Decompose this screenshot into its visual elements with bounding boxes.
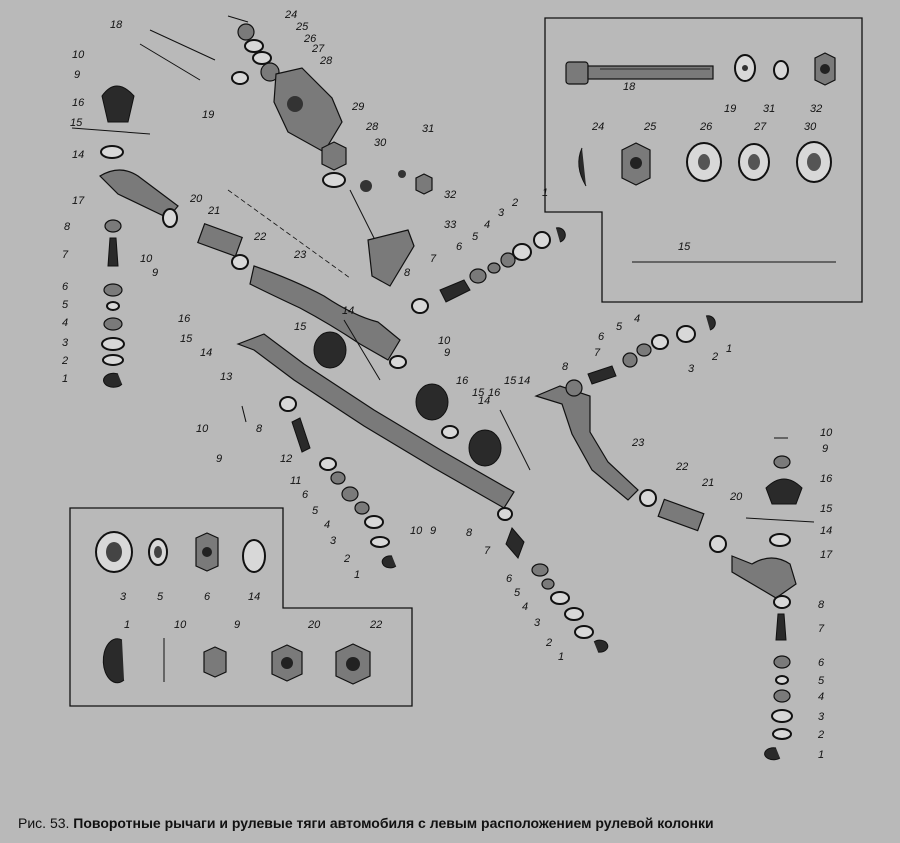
label: 15 (70, 117, 83, 129)
label: 8 (818, 599, 825, 611)
label: 27 (754, 121, 767, 133)
label: 6 (506, 573, 513, 585)
label: 5 (157, 591, 164, 603)
label: 9 (152, 267, 159, 279)
label: 4 (324, 519, 331, 531)
label: 1 (818, 749, 825, 761)
label: 21 (702, 477, 715, 489)
label: 10 (410, 525, 423, 537)
caption-prefix: Рис. 53. (18, 815, 70, 831)
label: 9 (444, 347, 451, 359)
label: 32 (810, 103, 823, 115)
label: 15 (294, 321, 307, 333)
label: 15 (678, 241, 691, 253)
label: 22 (254, 231, 267, 243)
label: 6 (598, 331, 605, 343)
label: 15 (180, 333, 193, 345)
label: 8 (256, 423, 263, 435)
caption-title: Поворотные рычаги и рулевые тяги автомобиля с левым расположением рулевой колонки (73, 815, 714, 831)
label: 14 (72, 149, 85, 161)
label: 10 (196, 423, 209, 435)
label: 2 (546, 637, 553, 649)
label: 9 (234, 619, 241, 631)
label: 33 (444, 219, 457, 231)
label: 28 (366, 121, 379, 133)
label: 4 (818, 691, 825, 703)
label: 1 (726, 343, 733, 355)
label: 7 (430, 253, 437, 265)
label: 9 (216, 453, 223, 465)
label: 8 (466, 527, 473, 539)
label: 27 (312, 43, 325, 55)
label: 23 (294, 249, 307, 261)
label: 9 (430, 525, 437, 537)
labels-right-column (817, 427, 833, 761)
label: 12 (280, 453, 293, 465)
label: 10 (140, 253, 153, 265)
label: 21 (208, 205, 221, 217)
label: 18 (110, 19, 123, 31)
label: 5 (62, 299, 69, 311)
label: 25 (644, 121, 657, 133)
label: 7 (818, 623, 825, 635)
label: 29 (352, 101, 365, 113)
label: 31 (763, 103, 776, 115)
labels-right-tie-rod (504, 313, 743, 503)
label: 3 (534, 617, 541, 629)
inset-top-right-parts (566, 53, 836, 262)
label: 14 (820, 525, 833, 537)
label: 16 (488, 387, 501, 399)
label: 13 (220, 371, 233, 383)
label: 24 (285, 9, 298, 21)
label: 9 (822, 443, 829, 455)
label: 15 (472, 387, 485, 399)
label: 2 (344, 553, 351, 565)
label: 5 (312, 505, 319, 517)
label: 28 (320, 55, 333, 67)
label: 24 (592, 121, 605, 133)
label: 30 (374, 137, 387, 149)
label: 7 (594, 347, 601, 359)
label: 8 (64, 221, 71, 233)
label: 1 (558, 651, 565, 663)
label: 15 (820, 503, 833, 515)
label: 6 (456, 241, 463, 253)
label: 22 (676, 461, 689, 473)
label: 5 (616, 321, 623, 333)
label: 1 (62, 373, 69, 385)
label: 3 (62, 337, 69, 349)
label: 2 (712, 351, 719, 363)
label: 14 (342, 305, 355, 317)
label: 14 (478, 395, 491, 407)
label: 2 (62, 355, 69, 367)
label: 3 (330, 535, 337, 547)
label: 2 (512, 197, 519, 209)
label: 15 (504, 375, 517, 387)
label: 20 (190, 193, 203, 205)
label: 4 (62, 317, 69, 329)
label: 4 (522, 601, 529, 613)
label: 18 (623, 81, 636, 93)
label: 14 (518, 375, 531, 387)
label: 3 (498, 207, 505, 219)
label: 31 (422, 123, 435, 135)
label: 20 (730, 491, 743, 503)
label: 5 (472, 231, 479, 243)
labels-left-column (61, 49, 85, 385)
label: 16 (820, 473, 833, 485)
label: 1 (124, 619, 131, 631)
label: 5 (818, 675, 825, 687)
label: 26 (700, 121, 713, 133)
label: 10 (72, 49, 85, 61)
label: 3 (120, 591, 127, 603)
inset-bottom-left-labels (120, 591, 382, 631)
label: 8 (404, 267, 411, 279)
label: 8 (562, 361, 569, 373)
label: 26 (304, 33, 317, 45)
label: 4 (484, 219, 491, 231)
label: 16 (456, 375, 469, 387)
label: 4 (634, 313, 641, 325)
label: 1 (542, 187, 549, 199)
label: 3 (688, 363, 695, 375)
label: 17 (72, 195, 85, 207)
label: 6 (204, 591, 211, 603)
label: 16 (72, 97, 85, 109)
label: 32 (444, 189, 457, 201)
label: 25 (296, 21, 309, 33)
label: 14 (248, 591, 261, 603)
label: 11 (290, 475, 302, 487)
label: 10 (820, 427, 833, 439)
label: 2 (818, 729, 825, 741)
label: 7 (62, 249, 69, 261)
label: 6 (818, 657, 825, 669)
label: 6 (302, 489, 309, 501)
label: 1 (354, 569, 361, 581)
label: 19 (724, 103, 737, 115)
label: 10 (174, 619, 187, 631)
label: 9 (74, 69, 81, 81)
label: 5 (514, 587, 521, 599)
label: 16 (178, 313, 191, 325)
label: 7 (484, 545, 491, 557)
labels-upper-joint (404, 187, 548, 279)
label: 30 (804, 121, 817, 133)
label: 6 (62, 281, 69, 293)
label: 3 (818, 711, 825, 723)
label: 14 (200, 347, 213, 359)
label: 17 (820, 549, 833, 561)
label: 20 (308, 619, 321, 631)
label: 10 (438, 335, 451, 347)
label: 22 (370, 619, 383, 631)
label: 19 (202, 109, 215, 121)
label: 23 (632, 437, 645, 449)
figure-caption (18, 815, 888, 831)
